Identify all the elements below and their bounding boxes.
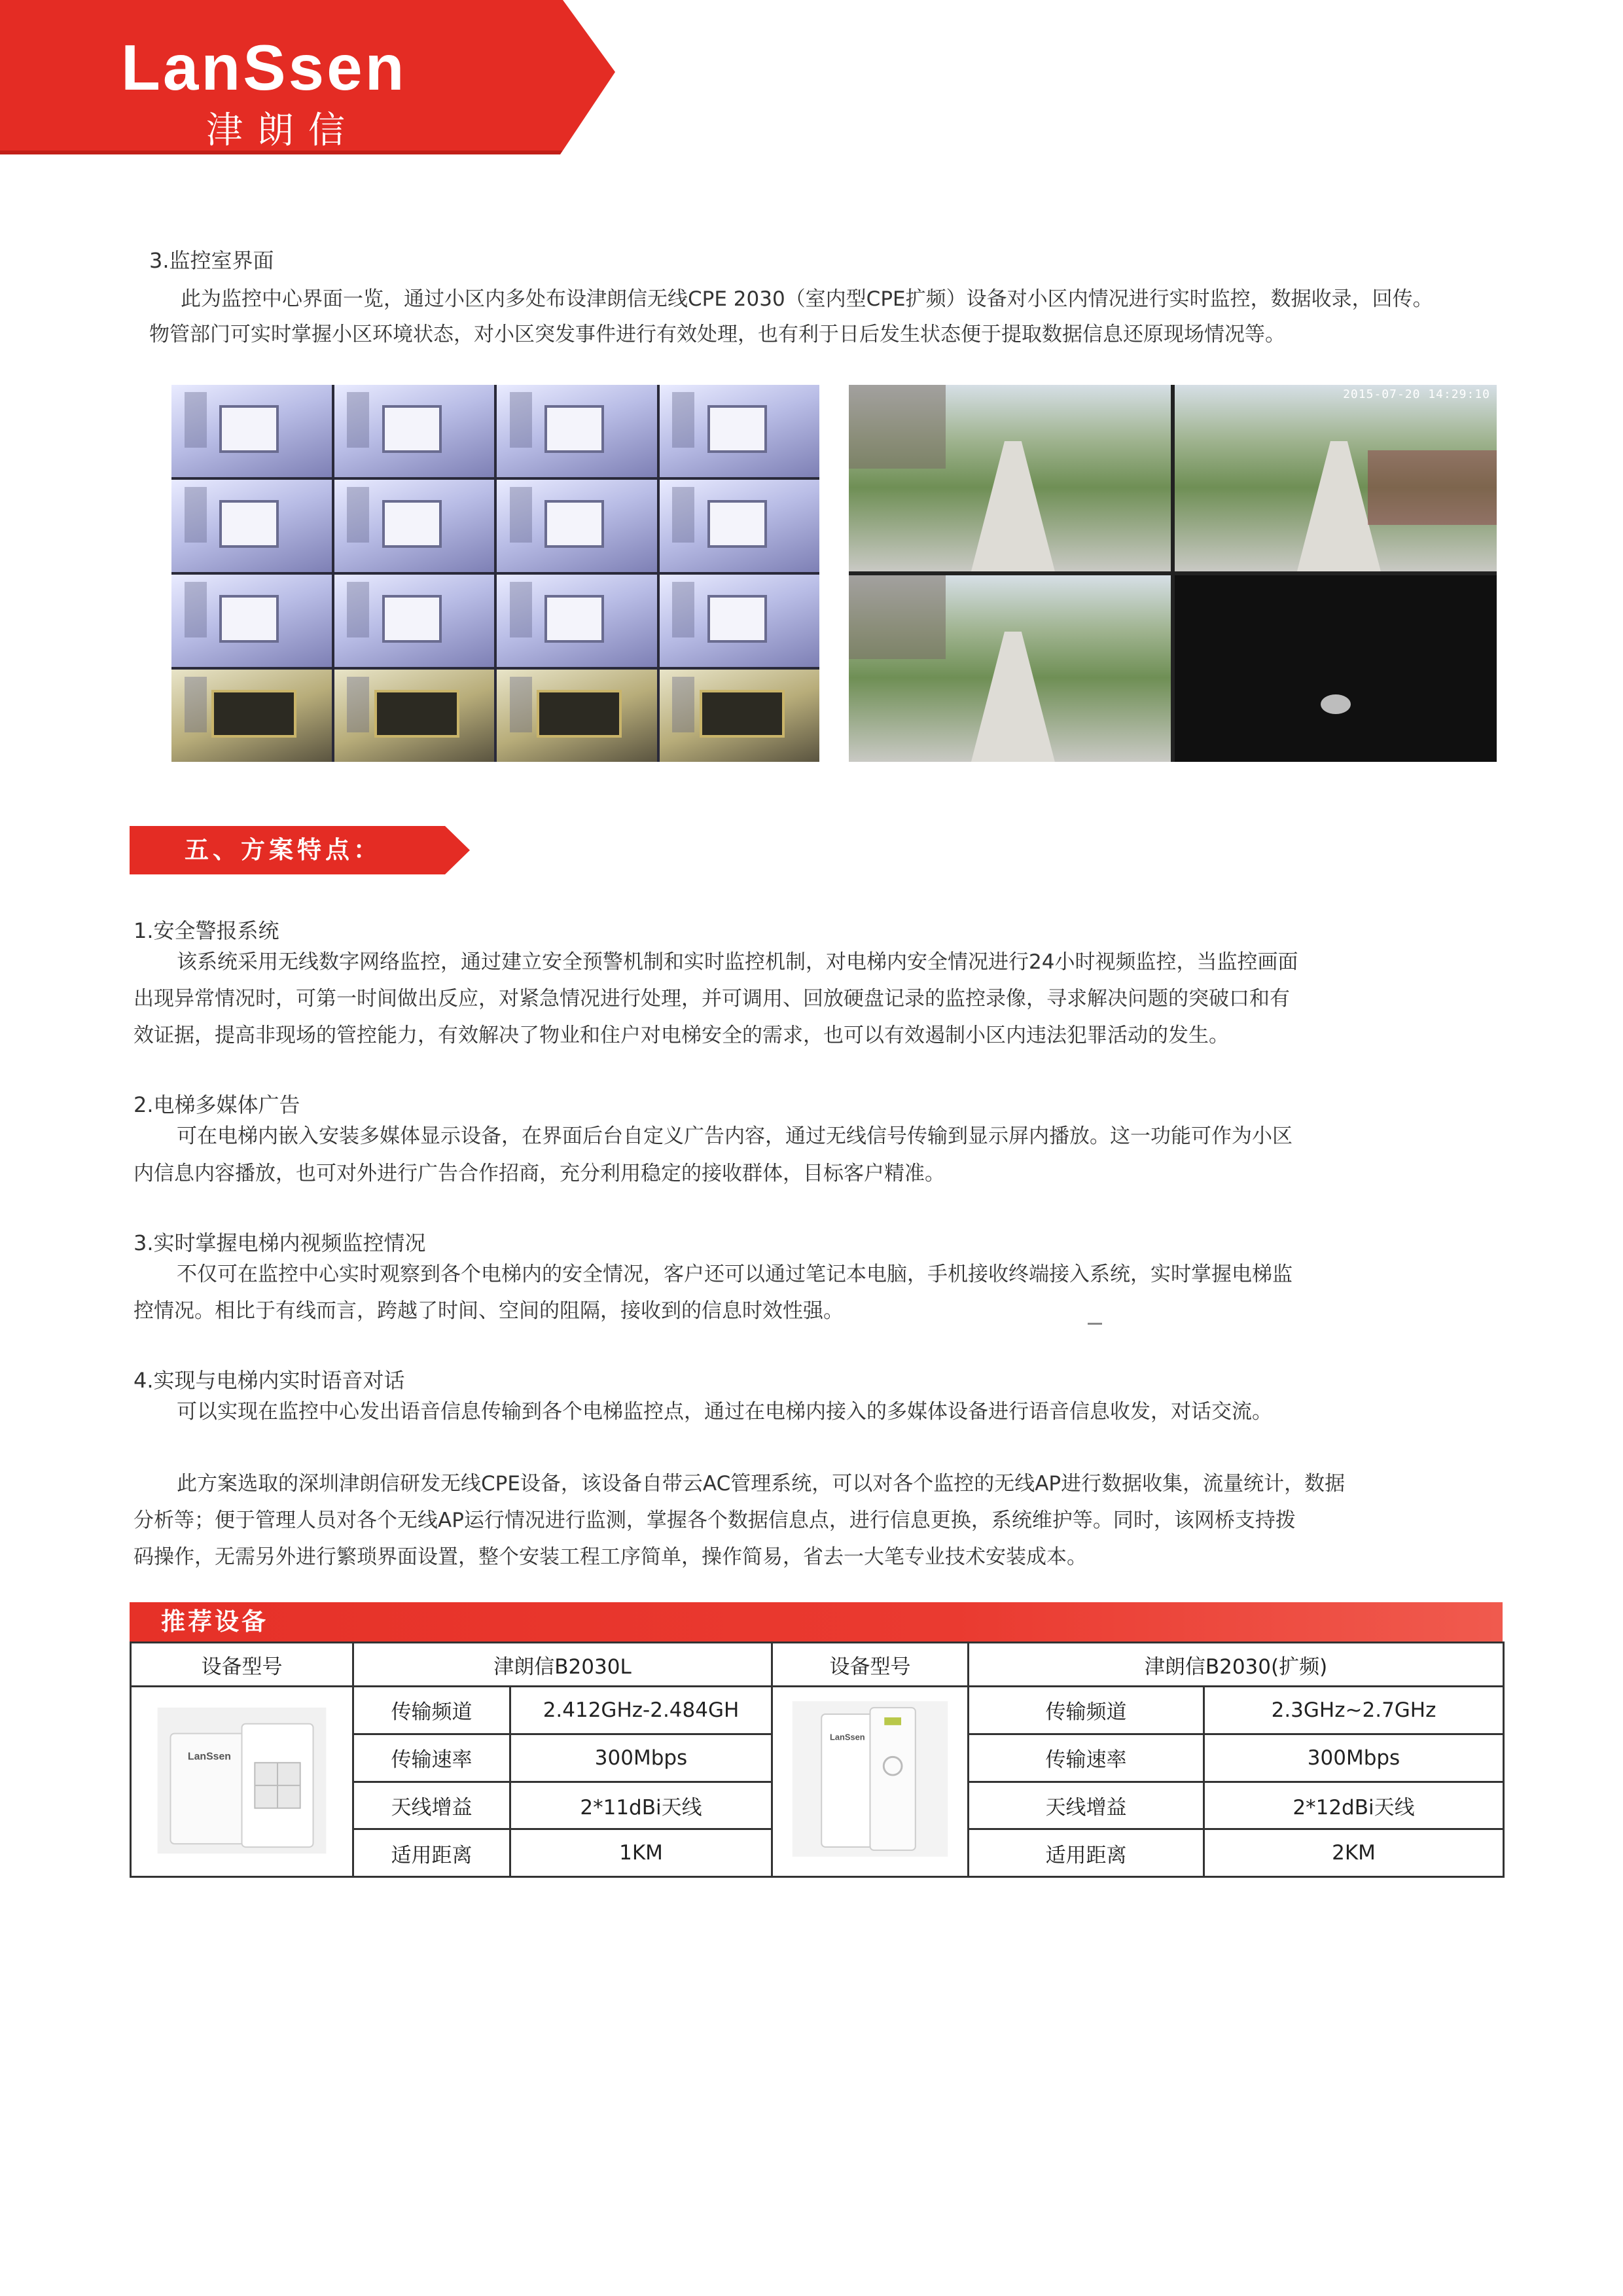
camera-feed bbox=[497, 670, 657, 762]
table-row bbox=[131, 1687, 1504, 1734]
device-1-spec-label: 传输速率 bbox=[353, 1734, 510, 1782]
device-2-spec-value: 300Mbps bbox=[1204, 1734, 1504, 1782]
camera-feed bbox=[334, 670, 495, 762]
feature-3-line-2: 控情况。相比于有线而言，跨越了时间、空间的阻隔，接收到的信息时效性强。 bbox=[134, 1299, 844, 1323]
camera-feed bbox=[497, 480, 657, 572]
camera-feed bbox=[334, 575, 495, 667]
camera-feed bbox=[660, 670, 820, 762]
device-2-spec-label: 传输速率 bbox=[969, 1734, 1204, 1782]
device-2-model: 津朗信B2030(扩频) bbox=[969, 1643, 1504, 1687]
table-row bbox=[131, 1643, 1504, 1687]
router-b2030l-image bbox=[132, 1687, 352, 1871]
device-1-spec-value: 2*11dBi天线 bbox=[510, 1782, 772, 1829]
camera-feed bbox=[497, 385, 657, 477]
feature-4-title: 4.实现与电梯内实时语音对话 bbox=[134, 1368, 405, 1393]
device-1-spec-label: 适用距离 bbox=[353, 1829, 510, 1877]
model-label-2: 设备型号 bbox=[772, 1643, 969, 1687]
camera-feed bbox=[660, 575, 820, 667]
cursor-icon bbox=[1321, 694, 1351, 714]
camera-feed-offline bbox=[1175, 575, 1497, 762]
elevator-camera-grid bbox=[171, 385, 819, 762]
device-1-model: 津朗信B2030L bbox=[353, 1643, 772, 1687]
device-2-spec-label: 适用距离 bbox=[969, 1829, 1204, 1877]
feature-1-line-2: 出现异常情况时，可第一时间做出反应，对紧急情况进行处理，并可调用、回放硬盘记录的监控录像，寻求解决问题的突破口和有 bbox=[134, 987, 1290, 1011]
camera-feed bbox=[849, 385, 1171, 571]
feature-2-line-1: 可在电梯内嵌入安装多媒体显示设备，在界面后台自定义广告内容，通过无线信号传输到显示屏内播放。这一功能可作为小区 bbox=[177, 1124, 1293, 1148]
camera-feed bbox=[171, 385, 332, 477]
device-2-spec-label: 天线增益 bbox=[969, 1782, 1204, 1829]
section-title: 五、方案特点： bbox=[185, 836, 382, 864]
feature-1-line-3: 效证据，提高非现场的管控能力，有效解决了物业和住户对电梯安全的需求，也可以有效遏制小区内违法犯罪活动的发生。 bbox=[134, 1024, 1229, 1047]
camera-feed bbox=[171, 575, 332, 667]
feature-1-title: 1.安全警报系统 bbox=[134, 918, 279, 943]
device-1-spec-value: 300Mbps bbox=[510, 1734, 772, 1782]
camera-feed bbox=[849, 575, 1171, 762]
scan-mark bbox=[1088, 1323, 1102, 1325]
camera-timestamp: 2015-07-20 14:29:10 bbox=[1343, 387, 1490, 401]
device-1-spec-value: 1KM bbox=[510, 1829, 772, 1877]
feature-2-title: 2.电梯多媒体广告 bbox=[134, 1092, 300, 1117]
device-2-spec-value: 2KM bbox=[1204, 1829, 1504, 1877]
device-1-logo: LanSsen bbox=[187, 1751, 231, 1763]
summary-line-3: 码操作，无需另外进行繁琐界面设置，整个安装工程工序简单，操作简易，省去一大笔专业技术安装成本。 bbox=[134, 1545, 1087, 1569]
feature-1-line-1: 该系统采用无线数字网络监控，通过建立安全预警机制和实时监控机制，对电梯内安全情况进行24小时视频监控，当监控画面 bbox=[177, 950, 1298, 974]
community-camera-grid bbox=[849, 385, 1497, 762]
recommend-banner bbox=[130, 1602, 1503, 1641]
feature-2-line-2: 内信息内容播放，也可对外进行广告合作招商，充分利用稳定的接收群体，目标客户精准。 bbox=[134, 1162, 945, 1185]
monitor-room-line-1: 此为监控中心界面一览，通过小区内多处布设津朗信无线CPE 2030（室内型CPE扩频）设备对小区内情况进行实时监控，数据收录，回传。 bbox=[181, 287, 1433, 311]
camera-feed bbox=[1175, 385, 1497, 571]
device-1-photo bbox=[131, 1687, 353, 1877]
summary-line-2: 分析等；便于管理人员对各个无线AP运行情况进行监测，掌握各个数据信息点，进行信息更换，系统维护等。同时，该网桥支持拨 bbox=[134, 1509, 1296, 1532]
monitor-room-heading: 3.监控室界面 bbox=[149, 248, 274, 273]
model-label-1: 设备型号 bbox=[131, 1643, 353, 1687]
device-1-spec-label: 天线增益 bbox=[353, 1782, 510, 1829]
camera-feed bbox=[171, 480, 332, 572]
camera-feed bbox=[334, 480, 495, 572]
device-1-spec-value: 2.412GHz-2.484GH bbox=[510, 1687, 772, 1734]
camera-feed bbox=[660, 385, 820, 477]
feature-3-line-1: 不仅可在监控中心实时观察到各个电梯内的安全情况，客户还可以通过笔记本电脑，手机接收终端接入系统，实时掌握电梯监 bbox=[177, 1263, 1293, 1286]
brand-logo: LanSsen bbox=[121, 31, 407, 103]
device-2-photo bbox=[772, 1687, 969, 1877]
equipment-table bbox=[130, 1641, 1505, 1878]
device-2-spec-label: 传输频道 bbox=[969, 1687, 1204, 1734]
device-1-spec-label: 传输频道 bbox=[353, 1687, 510, 1734]
brand-chinese-name: 津朗信 bbox=[206, 109, 359, 152]
feature-4-line-1: 可以实现在监控中心发出语音信息传输到各个电梯监控点，通过在电梯内接入的多媒体设备进行语音信息收发，对话交流。 bbox=[177, 1400, 1272, 1424]
device-2-spec-value: 2.3GHz~2.7GHz bbox=[1204, 1687, 1504, 1734]
monitor-room-line-2: 物管部门可实时掌握小区环境状态，对小区突发事件进行有效处理，也有利于日后发生状态便于提取数据信息还原现场情况等。 bbox=[149, 323, 1285, 346]
summary-line-1: 此方案选取的深圳津朗信研发无线CPE设备，该设备自带云AC管理系统，可以对各个监控的无线AP进行数据收集，流量统计，数据 bbox=[177, 1472, 1346, 1496]
device-2-logo: LanSsen bbox=[830, 1732, 865, 1742]
camera-feed bbox=[660, 480, 820, 572]
camera-feed bbox=[497, 575, 657, 667]
recommend-title: 推荐设备 bbox=[161, 1607, 268, 1636]
camera-feed bbox=[171, 670, 332, 762]
feature-3-title: 3.实时掌握电梯内视频监控情况 bbox=[134, 1230, 426, 1255]
camera-feed bbox=[334, 385, 495, 477]
device-2-spec-value: 2*12dBi天线 bbox=[1204, 1782, 1504, 1829]
router-b2030-image bbox=[773, 1687, 967, 1871]
